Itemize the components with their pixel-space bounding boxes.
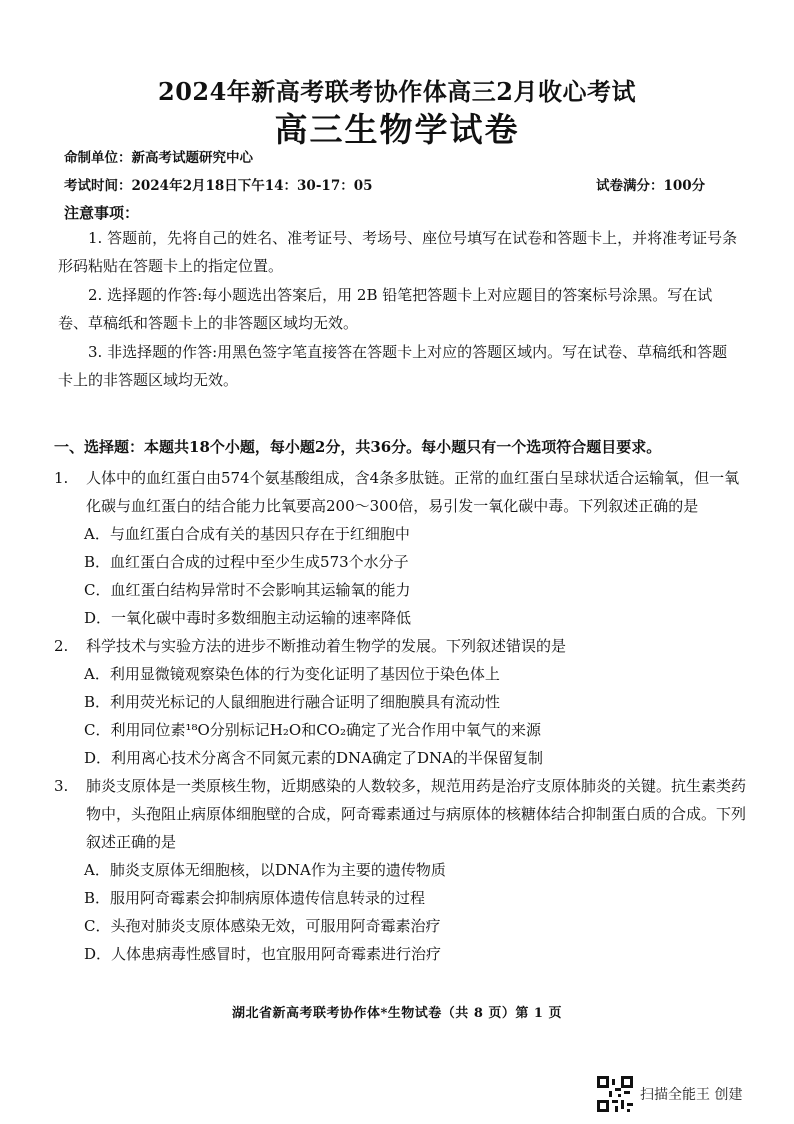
question-3 bbox=[54, 772, 754, 856]
question-1 bbox=[54, 464, 754, 520]
q1-option-d: D．一氧化碳中毒时多数细胞主动运输的速率降低 bbox=[84, 609, 412, 627]
q3-option-b: B．服用阿奇霉素会抑制病原体遗传信息转录的过程 bbox=[84, 889, 426, 907]
question-number: 1. bbox=[54, 469, 69, 487]
q1-option-b: B．血红蛋白合成的过程中至少生成573个水分子 bbox=[84, 553, 409, 571]
q3-option-c: C．头孢对肺炎支原体感染无效，可服用阿奇霉素治疗 bbox=[84, 917, 441, 935]
question-stem: 肺炎支原体是一类原核生物，近期感染的人数较多，规范用药是治疗支原体肺炎的关键。抗生素类药物中，头孢阻止病原体细胞壁的合成，阿奇霉素通过与病原体的核糖体结合抑制蛋白质的合成。下列叙述正确的是 bbox=[86, 777, 747, 851]
q2-option-c: C．利用同位素¹⁸O分别标记H₂O和CO₂确定了光合作用中氧气的来源 bbox=[84, 721, 541, 739]
note-item-1: 1. 答题前，先将自己的姓名、准考证号、考场号、座位号填写在试卷和答题卡上，并将准考证号条形码粘贴在答题卡上的指定位置。 bbox=[58, 229, 738, 275]
note-item-2: 2. 选择题的作答:每小题选出答案后，用 2B 铅笔把答题卡上对应题目的答案标号涂黑。写在试卷、草稿纸和答题卡上的非答题区域均无效。 bbox=[58, 286, 713, 332]
q1-option-a: A．与血红蛋白合成有关的基因只存在于红细胞中 bbox=[84, 525, 410, 543]
qr-code-icon bbox=[597, 1076, 633, 1112]
question-number: 2. bbox=[54, 637, 69, 655]
notes-heading: 注意事项： bbox=[64, 204, 140, 222]
q2-option-d: D．利用离心技术分离含不同氮元素的DNA确定了DNA的半保留复制 bbox=[84, 749, 543, 767]
question-2 bbox=[54, 632, 754, 660]
q3-option-a: A．肺炎支原体无细胞核，以DNA作为主要的遗传物质 bbox=[84, 861, 446, 879]
q3-option-d: D．人体患病毒性感冒时，也宜服用阿奇霉素进行治疗 bbox=[84, 945, 442, 963]
section-heading: 一、选择题：本题共18个小题，每小题2分，共36分。每小题只有一个选项符合题目要求。 bbox=[54, 438, 662, 456]
full-score: 试卷满分：100分 bbox=[596, 178, 706, 194]
question-number: 3. bbox=[54, 777, 69, 795]
q2-option-a: A．利用显微镜观察染色体的行为变化证明了基因位于染色体上 bbox=[84, 665, 500, 683]
question-stem: 人体中的血红蛋白由574个氨基酸组成，含4条多肽链。正常的血红蛋白呈球状适合运输氧，但一氧化碳与血红蛋白的结合能力比氧要高200～300倍，易引发一氧化碳中毒。下列叙述正确的是 bbox=[86, 469, 740, 515]
question-stem: 科学技术与实验方法的进步不断推动着生物学的发展。下列叙述错误的是 bbox=[86, 637, 567, 655]
q2-option-b: B．利用荧光标记的人鼠细胞进行融合证明了细胞膜具有流动性 bbox=[84, 693, 501, 711]
issuer-line: 命制单位：新高考试题研究中心 bbox=[64, 150, 253, 166]
exam-subtitle: 高三生物学试卷 bbox=[274, 110, 520, 149]
exam-title: 2024年新高考联考协作体高三2月收心考试 bbox=[158, 77, 636, 106]
page-footer: 湖北省新高考联考协作体*生物试卷（共 8 页）第 1 页 bbox=[232, 1006, 562, 1021]
q1-option-c: C．血红蛋白结构异常时不会影响其运输氧的能力 bbox=[84, 581, 411, 599]
note-item-3: 3. 非选择题的作答:用黑色签字笔直接答在答题卡上对应的答题区域内。写在试卷、草稿纸和答题卡上的非答题区域均无效。 bbox=[58, 343, 728, 389]
scanner-watermark: 扫描全能王 创建 bbox=[640, 1087, 743, 1103]
exam-time: 考试时间：2024年2月18日下午14：30-17：05 bbox=[64, 178, 373, 194]
